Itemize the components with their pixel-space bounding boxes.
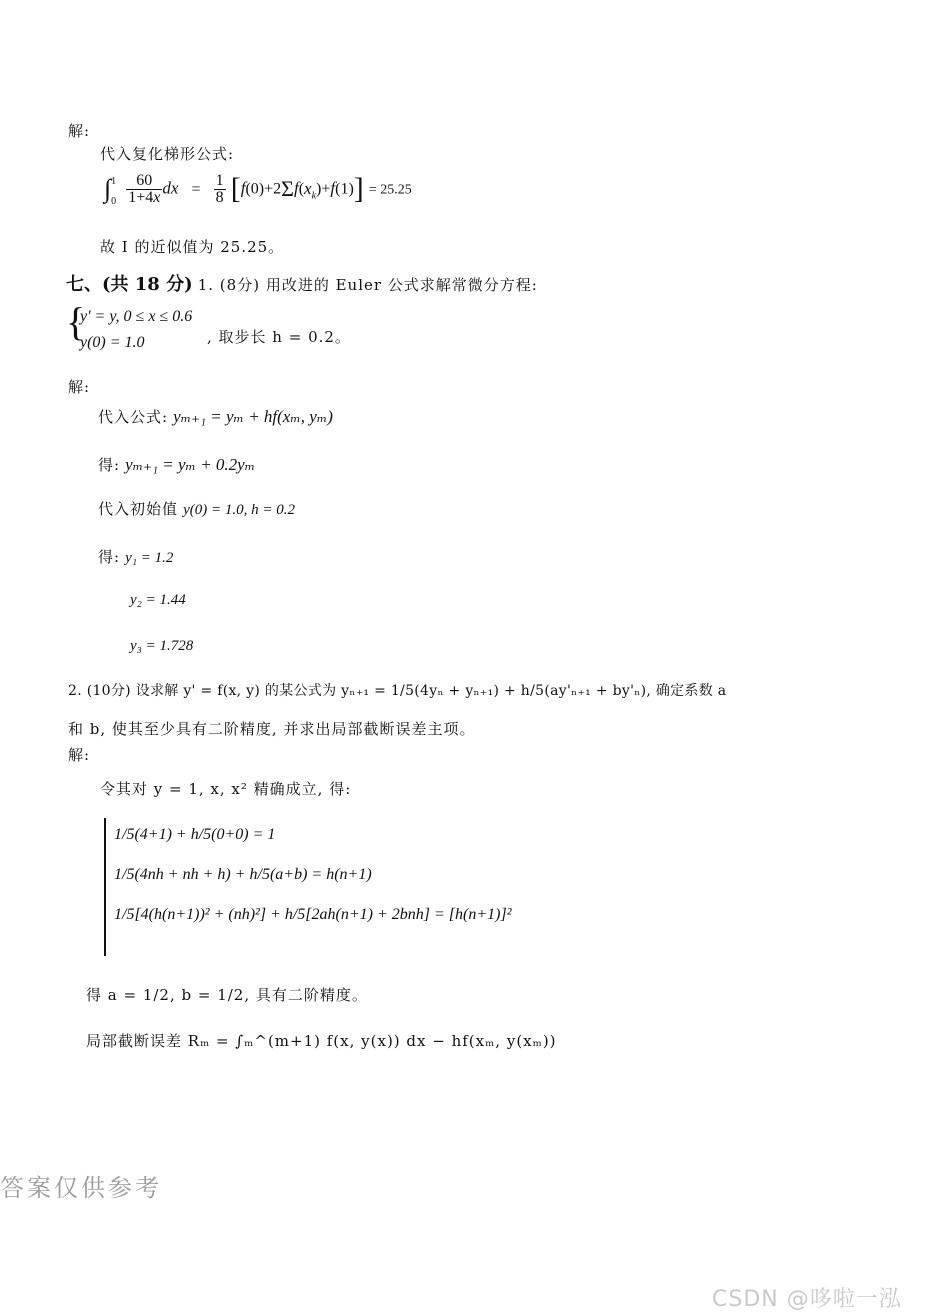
coefficients-result: 得 a = 1/2, b = 1/2, 具有二阶精度。 <box>86 986 368 1004</box>
init-label: 代入初始值 <box>98 500 179 518</box>
solution-label-7: 解: <box>68 378 91 396</box>
got2-label: 得: <box>98 548 121 566</box>
ode-initial: y(0) = 1.0 <box>80 334 145 351</box>
local-truncation-error: 局部截断误差 Rₘ = ∫ₘ^(m+1) f(x, y(x)) dx − hf(xₘ, y(xₘ)) <box>86 1032 557 1050</box>
equation-system <box>104 818 512 956</box>
got-formula: yₘ₊₁ = yₘ + 0.2yₘ <box>125 455 256 474</box>
solution-label-q2: 解: <box>68 746 91 764</box>
system-eq-3: 1/5[4(h(n+1))² + (nh)²] + h/5[2ah(n+1) + 2bnh] = [h(n+1)]² <box>114 906 512 923</box>
got-label: 得: <box>98 456 121 474</box>
ode-equation: y' = y, 0 ≤ x ≤ 0.6 <box>80 308 193 325</box>
ode-system: { y' = y, 0 ≤ x ≤ 0.6 y(0) = 1.0 <box>66 299 193 351</box>
csdn-watermark: CSDN @哆啦一泓 <box>712 1287 902 1312</box>
result-y1 <box>98 546 173 567</box>
section-7-header <box>66 270 538 296</box>
integral-equation: ∫$^1_0$ $\frac{60}{1+4x}$ dx = $\frac{1}{8}$ $[f(0)+2\Sigma f(x_k)+f(1)] = 25.25$ <box>104 171 412 207</box>
simplified-formula <box>98 454 255 475</box>
approximation-conclusion: 故 I 的近似值为 25.25。 <box>100 238 285 256</box>
reference-watermark: 答案仅供参考 <box>0 1174 162 1202</box>
question-2-line2: 和 b, 使其至少具有二阶精度, 并求出局部截断误差主项。 <box>68 720 476 738</box>
question-2-line1: 2. (10分) 设求解 y' = f(x, y) 的某公式为 yₙ₊₁ = 1/5(4yₙ + yₙ₊₁) + h/5(ay'ₙ₊₁ + by'ₙ), 确定系数 a <box>68 683 727 699</box>
formula-label: 代入公式: <box>98 408 169 426</box>
y1-value: y₁ = 1.2 <box>125 550 174 566</box>
solution-label: 解: <box>68 122 91 140</box>
y3-value: y₃ = 1.728 <box>130 638 194 654</box>
improved-euler-formula <box>98 406 333 427</box>
init-values: y(0) = 1.0, h = 0.2 <box>183 502 296 518</box>
system-eq-1: 1/5(4+1) + h/5(0+0) = 1 <box>114 826 276 843</box>
initial-values <box>98 498 295 519</box>
exactness-condition: 令其对 y = 1, x, x² 精确成立, 得: <box>100 780 352 798</box>
trapezoid-intro: 代入复化梯形公式: <box>100 145 235 163</box>
step-size: , 取步长 h = 0.2。 <box>207 328 351 346</box>
system-eq-2: 1/5(4nh + nh + h) + h/5(a+b) = h(n+1) <box>114 866 372 883</box>
y2-value: y₂ = 1.44 <box>130 592 186 608</box>
section-header-text: 七、(共 18 分) <box>66 274 193 295</box>
question-1: 1. (8分) 用改进的 Euler 公式求解常微分方程: <box>197 276 538 294</box>
formula-text: yₘ₊₁ = yₘ + hf(xₘ, yₘ) <box>173 407 333 426</box>
